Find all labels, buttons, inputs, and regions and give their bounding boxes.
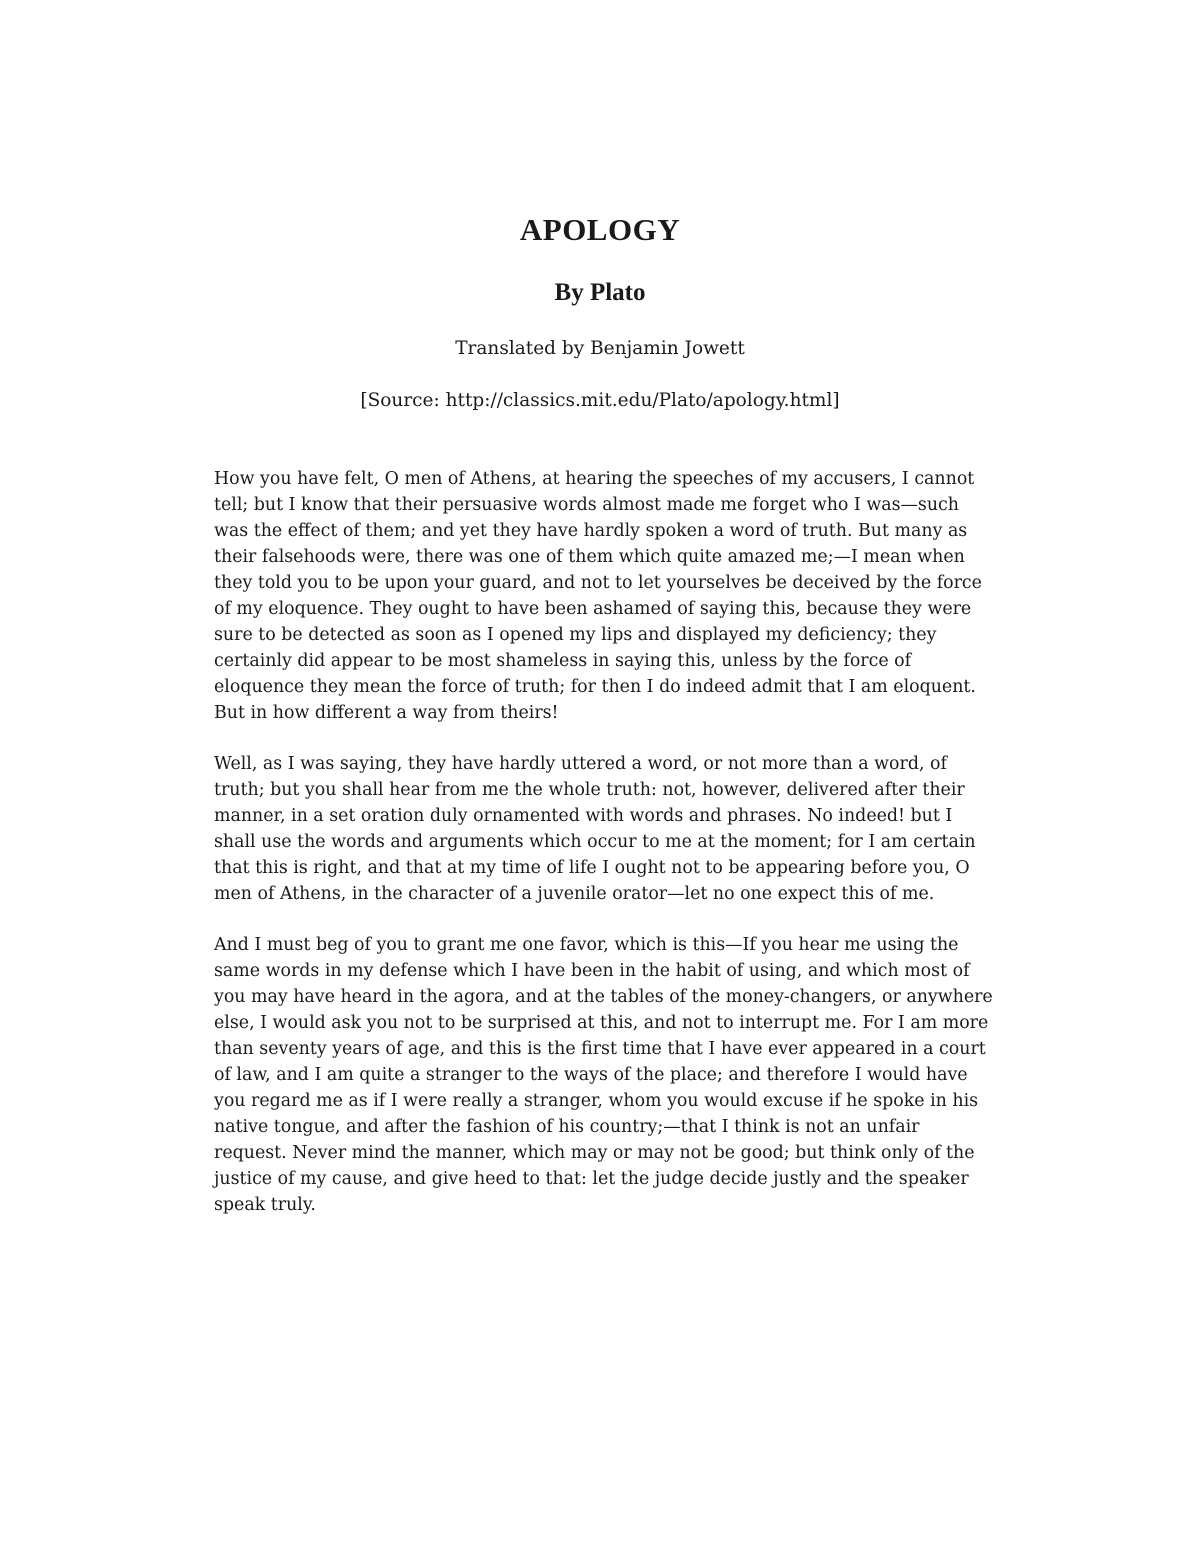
document-author: By Plato <box>554 279 646 306</box>
document-source: [Source: http://classics.mit.edu/Plato/apology.html] <box>360 390 840 411</box>
document-body <box>214 466 994 1243</box>
paragraph-1: How you have felt, O men of Athens, at hearing the speeches of my accusers, I cannot tell; but I know that their persuasive words almost made me forget who I was—such was the effect of them; and yet they have hardly spoken a word of truth. But many as their falsehoods were, there was one of them which quite amazed me;—I mean when they told you to be upon your guard, and not to let yourselves be deceived by the force of my eloquence. They ought to have been ashamed of saying this, because they were sure to be detected as soon as I opened my lips and displayed my deficiency; they certainly did appear to be most shameless in saying this, unless by the force of eloquence they mean the force of truth; for then I do indeed admit that I am eloquent. But in how different a way from theirs! <box>214 469 982 723</box>
document-translator: Translated by Benjamin Jowett <box>455 338 745 359</box>
document-title: APOLOGY <box>519 212 681 247</box>
paragraph-3: And I must beg of you to grant me one favor, which is this—If you hear me using the same words in my defense which I have been in the habit of using, and which most of you may have heard in the agora, and at the tables of the money-changers, or anywhere else, I would ask you not to be surprised at this, and not to interrupt me. For I am more than seventy years of age, and this is the first time that I have ever appeared in a court of law, and I am quite a stranger to the ways of the place; and therefore I would have you regard me as if I were really a stranger, whom you would excuse if he spoke in his native tongue, and after the fashion of his country;—that I think is not an unfair request. Never mind the manner, which may or may not be good; but think only of the justice of my cause, and give heed to that: let the judge decide justly and the speaker speak truly. <box>214 935 993 1215</box>
paragraph-2: Well, as I was saying, they have hardly uttered a word, or not more than a word, of truth; but you shall hear from me the whole truth: not, however, delivered after their manner, in a set oration duly ornamented with words and phrases. No indeed! but I shall use the words and arguments which occur to me at the moment; for I am certain that this is right, and that at my time of life I ought not to be appearing before you, O men of Athens, in the character of a juvenile orator—let no one expect this of me. <box>214 754 976 904</box>
